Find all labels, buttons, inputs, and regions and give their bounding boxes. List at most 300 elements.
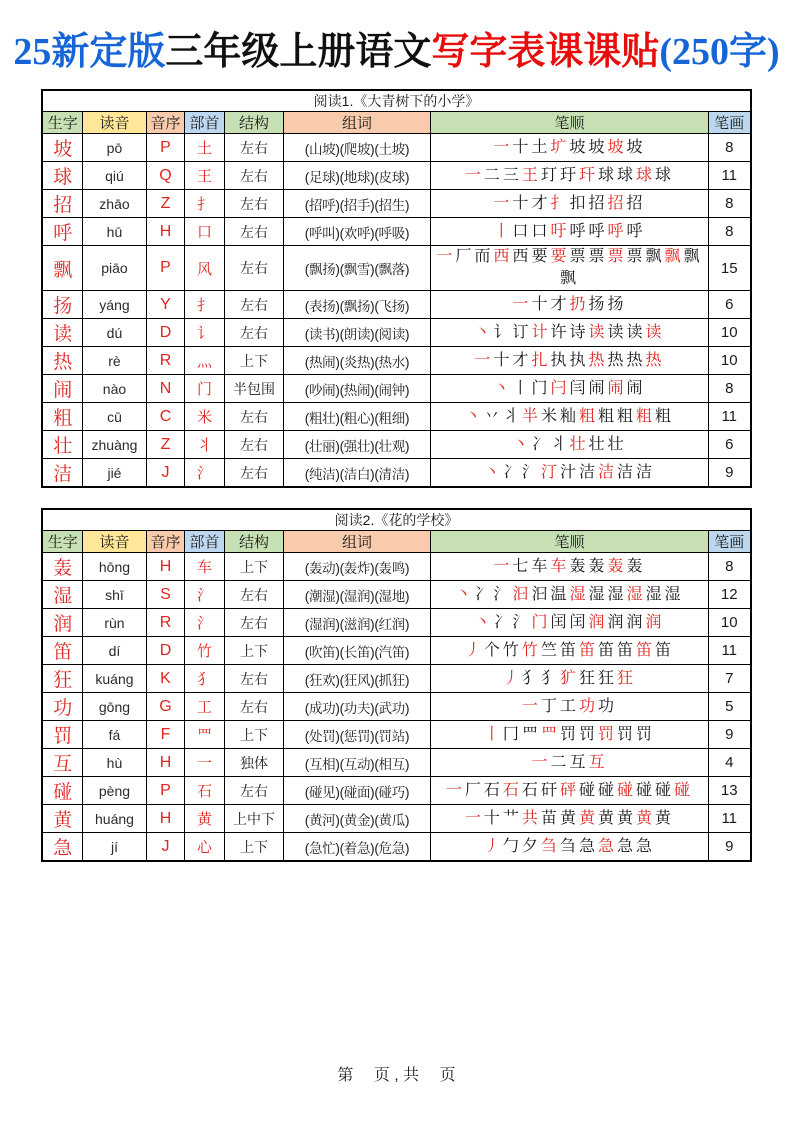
char-cell: 洁 (42, 459, 82, 488)
radical-cell: 米 (184, 403, 224, 431)
radical-cell: 口 (184, 218, 224, 246)
strokes-cell (430, 693, 708, 721)
initial-cell: K (146, 665, 184, 693)
stroke-count-cell: 10 (708, 347, 750, 375)
stroke-step-glyph: 一 (493, 138, 513, 156)
pinyin-cell: shī (82, 581, 146, 609)
initial-cell: H (146, 553, 184, 581)
initial-cell: P (146, 777, 184, 805)
stroke-step-glyph: 闫 (569, 379, 589, 397)
stroke-step-glyph: 丿 (464, 641, 484, 659)
stroke-step-glyph: 湿 (645, 585, 665, 603)
stroke-step-glyph: 笛 (597, 641, 617, 659)
initial-cell: N (146, 375, 184, 403)
stroke-step-glyph: 汩 (531, 585, 551, 603)
stroke-step-glyph: 狂 (578, 669, 598, 687)
column-header-4: 结构 (224, 112, 283, 134)
structure-cell: 左右 (224, 291, 283, 319)
stroke-step-glyph: 门 (531, 379, 551, 397)
stroke-step-glyph: 冫 (502, 463, 522, 481)
stroke-step-glyph: 丿 (483, 837, 503, 855)
stroke-step-glyph: 十 (493, 351, 513, 369)
stroke-step-glyph: 笛 (636, 641, 656, 659)
stroke-step-glyph: 车 (531, 557, 551, 575)
stroke-step-glyph: 十 (512, 194, 532, 212)
stroke-count-cell: 15 (708, 246, 750, 291)
initial-cell: D (146, 637, 184, 665)
pinyin-cell: gōng (82, 693, 146, 721)
stroke-step-glyph: 碰 (636, 781, 656, 799)
table-row (42, 459, 750, 488)
radical-cell: 竹 (184, 637, 224, 665)
stroke-step-glyph: 闰 (550, 613, 570, 631)
stroke-step-glyph: 互 (588, 753, 608, 771)
radical-cell: 门 (184, 375, 224, 403)
stroke-step-glyph: 洁 (597, 463, 617, 481)
stroke-step-glyph: 轰 (588, 557, 608, 575)
char-cell: 功 (42, 693, 82, 721)
stroke-count-cell: 11 (708, 805, 750, 833)
stroke-step-glyph: 黄 (578, 809, 598, 827)
stroke-step-glyph: 急 (597, 837, 617, 855)
initial-cell: S (146, 581, 184, 609)
stroke-step-glyph: 共 (521, 809, 541, 827)
stroke-count-cell: 9 (708, 833, 750, 862)
words-cell: (轰动)(轰炸)(轰鸣) (283, 553, 430, 581)
stroke-step-glyph: 功 (578, 697, 598, 715)
stroke-step-glyph: 洁 (636, 463, 656, 481)
stroke-step-glyph: 石 (521, 781, 541, 799)
words-cell: (山坡)(爬坡)(土坡) (283, 134, 430, 162)
table-header-row (42, 112, 750, 134)
radical-cell: 罒 (184, 721, 224, 749)
initial-cell: P (146, 134, 184, 162)
stroke-step-glyph: 招 (626, 194, 646, 212)
stroke-step-glyph: 才 (550, 295, 570, 313)
radical-cell: 风 (184, 246, 224, 291)
stroke-step-glyph: 订 (512, 323, 532, 341)
character-table-2 (41, 508, 751, 862)
radical-cell: 黄 (184, 805, 224, 833)
stroke-step-glyph: 苗 (540, 809, 560, 827)
stroke-step-glyph: 轰 (607, 557, 627, 575)
stroke-step-glyph: 氵 (493, 585, 513, 603)
stroke-step-glyph: 闰 (569, 613, 589, 631)
strokes-cell (430, 375, 708, 403)
stroke-step-glyph: 丨 (512, 379, 532, 397)
stroke-step-glyph: 王 (521, 166, 541, 184)
title-count: (250字) (659, 31, 780, 73)
strokes-cell (430, 805, 708, 833)
stroke-step-glyph: 热 (626, 351, 646, 369)
stroke-step-glyph: 壮 (569, 435, 589, 453)
char-cell: 闹 (42, 375, 82, 403)
stroke-step-glyph: 丨 (483, 725, 503, 743)
stroke-step-glyph: 个 (483, 641, 503, 659)
stroke-step-glyph: 汀 (540, 463, 560, 481)
structure-cell: 左右 (224, 777, 283, 805)
column-header-4: 结构 (224, 531, 283, 553)
stroke-step-glyph: 呼 (588, 222, 608, 240)
structure-cell: 左右 (224, 403, 283, 431)
structure-cell: 上中下 (224, 805, 283, 833)
stroke-step-glyph: 碰 (578, 781, 598, 799)
strokes-cell (430, 134, 708, 162)
stroke-step-glyph: 罚 (617, 725, 637, 743)
pinyin-cell: dí (82, 637, 146, 665)
stroke-step-glyph: 扣 (569, 194, 589, 212)
stroke-step-glyph: 竺 (540, 641, 560, 659)
stroke-count-cell: 12 (708, 581, 750, 609)
stroke-step-glyph: 丿 (502, 669, 522, 687)
stroke-step-glyph: 计 (531, 323, 551, 341)
pinyin-cell: cū (82, 403, 146, 431)
stroke-count-cell: 8 (708, 190, 750, 218)
stroke-step-glyph: 票 (569, 248, 589, 265)
stroke-step-glyph: 丶 (474, 323, 494, 341)
stroke-step-glyph: 呼 (626, 222, 646, 240)
stroke-step-glyph: 壮 (607, 435, 627, 453)
structure-cell: 上下 (224, 833, 283, 862)
words-cell: (壮丽)(强壮)(壮观) (283, 431, 430, 459)
stroke-step-glyph: 坡 (588, 138, 608, 156)
words-cell: (足球)(地球)(皮球) (283, 162, 430, 190)
strokes-cell (430, 833, 708, 862)
structure-cell: 左右 (224, 459, 283, 488)
stroke-step-glyph: 票 (626, 248, 646, 265)
pinyin-cell: yáng (82, 291, 146, 319)
stroke-step-glyph: 石 (502, 781, 522, 799)
structure-cell: 左右 (224, 162, 283, 190)
stroke-step-glyph: 犷 (559, 669, 579, 687)
char-cell: 粗 (42, 403, 82, 431)
stroke-step-glyph: 诗 (569, 323, 589, 341)
char-cell: 壮 (42, 431, 82, 459)
stroke-step-glyph: 玕 (578, 166, 598, 184)
pinyin-cell: kuáng (82, 665, 146, 693)
stroke-step-glyph: 十 (512, 138, 532, 156)
words-cell: (碰见)(碰面)(碰巧) (283, 777, 430, 805)
stroke-step-glyph: 执 (569, 351, 589, 369)
initial-cell: Z (146, 190, 184, 218)
stroke-step-glyph: 互 (569, 753, 589, 771)
char-cell: 湿 (42, 581, 82, 609)
stroke-step-glyph: 要 (550, 248, 570, 265)
stroke-step-glyph: 冫 (474, 585, 494, 603)
stroke-step-glyph: 呼 (569, 222, 589, 240)
radical-cell: 氵 (184, 459, 224, 488)
column-header-1: 读音 (82, 112, 146, 134)
column-header-2: 音序 (146, 112, 184, 134)
stroke-step-glyph: 丷 (483, 407, 503, 425)
pinyin-cell: zhuàng (82, 431, 146, 459)
page-title (0, 20, 793, 75)
stroke-step-glyph: 碰 (674, 781, 694, 799)
char-cell: 读 (42, 319, 82, 347)
table-row (42, 403, 750, 431)
stroke-step-glyph: 丬 (550, 435, 570, 453)
char-cell: 狂 (42, 665, 82, 693)
words-cell: (急忙)(着急)(危急) (283, 833, 430, 862)
stroke-count-cell: 10 (708, 319, 750, 347)
structure-cell: 左右 (224, 190, 283, 218)
stroke-step-glyph: 轰 (569, 557, 589, 575)
stroke-step-glyph: 罒 (521, 725, 541, 743)
strokes-cell (430, 637, 708, 665)
structure-cell: 左右 (224, 693, 283, 721)
table-row (42, 581, 750, 609)
stroke-step-glyph: 飘 (683, 248, 703, 265)
stroke-step-glyph: 要 (531, 248, 551, 265)
stroke-count-cell: 7 (708, 665, 750, 693)
pinyin-cell: rè (82, 347, 146, 375)
radical-cell: 石 (184, 777, 224, 805)
table-row (42, 665, 750, 693)
stroke-count-cell: 8 (708, 134, 750, 162)
table-row (42, 162, 750, 190)
stroke-step-glyph: 勹 (502, 837, 522, 855)
stroke-step-glyph: 扌 (550, 194, 570, 212)
stroke-step-glyph: 热 (607, 351, 627, 369)
strokes-cell (430, 218, 708, 246)
pinyin-cell: pèng (82, 777, 146, 805)
table-row (42, 749, 750, 777)
stroke-step-glyph: 丬 (502, 407, 522, 425)
stroke-step-glyph: 夕 (521, 837, 541, 855)
structure-cell: 左右 (224, 134, 283, 162)
stroke-step-glyph: 扬 (607, 295, 627, 313)
initial-cell: R (146, 347, 184, 375)
structure-cell: 上下 (224, 637, 283, 665)
table-caption: 阅读1.《大青树下的小学》 (42, 90, 750, 112)
stroke-step-glyph: 粗 (597, 407, 617, 425)
structure-cell: 上下 (224, 347, 283, 375)
strokes-cell (430, 319, 708, 347)
stroke-step-glyph: 笛 (559, 641, 579, 659)
words-cell: (成功)(功夫)(武功) (283, 693, 430, 721)
words-cell: (粗壮)(粗心)(粗细) (283, 403, 430, 431)
stroke-step-glyph: 湿 (607, 585, 627, 603)
stroke-step-glyph: 轰 (626, 557, 646, 575)
pinyin-cell: jié (82, 459, 146, 488)
column-header-3: 部首 (184, 531, 224, 553)
stroke-step-glyph: 执 (550, 351, 570, 369)
stroke-count-cell: 10 (708, 609, 750, 637)
stroke-step-glyph: 籼 (559, 407, 579, 425)
table-row (42, 347, 750, 375)
stroke-step-glyph: 冫 (493, 613, 513, 631)
table-row (42, 553, 750, 581)
strokes-cell (430, 291, 708, 319)
words-cell: (读书)(朗读)(阅读) (283, 319, 430, 347)
stroke-step-glyph: 黄 (597, 809, 617, 827)
stroke-step-glyph: 一 (521, 697, 541, 715)
char-cell: 润 (42, 609, 82, 637)
stroke-step-glyph: 读 (607, 323, 627, 341)
column-header-5: 组词 (283, 112, 430, 134)
stroke-step-glyph: 二 (550, 753, 570, 771)
stroke-step-glyph: 一 (445, 781, 465, 799)
column-header-6: 笔顺 (430, 112, 708, 134)
stroke-step-glyph: 票 (607, 248, 627, 265)
char-cell: 球 (42, 162, 82, 190)
char-cell: 黄 (42, 805, 82, 833)
initial-cell: R (146, 609, 184, 637)
stroke-step-glyph: 土 (531, 138, 551, 156)
table-row (42, 375, 750, 403)
stroke-step-glyph: 吁 (550, 222, 570, 240)
title-subject: 写字表课课贴 (431, 31, 660, 73)
structure-cell: 左右 (224, 581, 283, 609)
stroke-step-glyph: 润 (626, 613, 646, 631)
char-cell: 扬 (42, 291, 82, 319)
stroke-step-glyph: 急 (617, 837, 637, 855)
radical-cell: 心 (184, 833, 224, 862)
strokes-cell (430, 665, 708, 693)
stroke-step-glyph: 急 (636, 837, 656, 855)
strokes-cell (430, 721, 708, 749)
stroke-step-glyph: 砰 (559, 781, 579, 799)
stroke-step-glyph: 黄 (655, 809, 675, 827)
structure-cell: 左右 (224, 319, 283, 347)
stroke-step-glyph: 扬 (588, 295, 608, 313)
words-cell: (招呼)(招手)(招生) (283, 190, 430, 218)
stroke-step-glyph: 矸 (540, 781, 560, 799)
stroke-step-glyph: 一 (464, 809, 484, 827)
char-cell: 坡 (42, 134, 82, 162)
stroke-step-glyph: 一 (493, 194, 513, 212)
stroke-step-glyph: 坡 (607, 138, 627, 156)
stroke-count-cell: 11 (708, 637, 750, 665)
stroke-count-cell: 8 (708, 553, 750, 581)
stroke-step-glyph: 罚 (597, 725, 617, 743)
structure-cell: 左右 (224, 431, 283, 459)
strokes-cell (430, 553, 708, 581)
stroke-step-glyph: 半 (521, 407, 541, 425)
strokes-cell (430, 459, 708, 488)
initial-cell: J (146, 459, 184, 488)
stroke-step-glyph: 竹 (502, 641, 522, 659)
stroke-step-glyph: 球 (655, 166, 675, 184)
stroke-step-glyph: 热 (588, 351, 608, 369)
stroke-step-glyph: 厂 (464, 781, 484, 799)
words-cell: (黄河)(黄金)(黄瓜) (283, 805, 430, 833)
stroke-step-glyph: 扎 (531, 351, 551, 369)
stroke-step-glyph: 碰 (655, 781, 675, 799)
initial-cell: H (146, 218, 184, 246)
stroke-count-cell: 13 (708, 777, 750, 805)
table-row (42, 721, 750, 749)
stroke-step-glyph: 十 (483, 809, 503, 827)
char-cell: 飘 (42, 246, 82, 291)
table-caption: 阅读2.《花的学校》 (42, 509, 750, 531)
stroke-step-glyph: 罚 (636, 725, 656, 743)
strokes-cell (430, 246, 708, 291)
column-header-7: 笔画 (708, 531, 750, 553)
table-row (42, 319, 750, 347)
stroke-step-glyph: 洁 (617, 463, 637, 481)
stroke-step-glyph: 润 (607, 613, 627, 631)
stroke-step-glyph: 门 (531, 613, 551, 631)
stroke-step-glyph: 而 (474, 248, 494, 265)
stroke-step-glyph: 氵 (521, 463, 541, 481)
character-table-1 (41, 89, 751, 488)
table-header-row (42, 531, 750, 553)
stroke-count-cell: 6 (708, 291, 750, 319)
stroke-step-glyph: 狂 (617, 669, 637, 687)
initial-cell: Z (146, 431, 184, 459)
stroke-step-glyph: 闩 (550, 379, 570, 397)
table-row (42, 431, 750, 459)
structure-cell: 左右 (224, 609, 283, 637)
pinyin-cell: rùn (82, 609, 146, 637)
column-header-0: 生字 (42, 112, 82, 134)
initial-cell: G (146, 693, 184, 721)
pinyin-cell: dú (82, 319, 146, 347)
stroke-step-glyph: 坡 (569, 138, 589, 156)
strokes-cell (430, 162, 708, 190)
radical-cell: 氵 (184, 581, 224, 609)
stroke-step-glyph: 西 (493, 248, 513, 265)
stroke-step-glyph: 读 (645, 323, 665, 341)
char-cell: 碰 (42, 777, 82, 805)
stroke-step-glyph: 玎 (540, 166, 560, 184)
stroke-step-glyph: 湿 (588, 585, 608, 603)
words-cell: (表扬)(飘扬)(飞扬) (283, 291, 430, 319)
stroke-count-cell: 11 (708, 162, 750, 190)
stroke-step-glyph: 艹 (502, 809, 522, 827)
words-cell: (湿润)(滋润)(红润) (283, 609, 430, 637)
stroke-step-glyph: 呼 (607, 222, 627, 240)
pinyin-cell: qiú (82, 162, 146, 190)
stroke-step-glyph: 犭 (521, 669, 541, 687)
structure-cell: 独体 (224, 749, 283, 777)
stroke-step-glyph: 坡 (626, 138, 646, 156)
stroke-step-glyph: 犭 (540, 669, 560, 687)
initial-cell: Y (146, 291, 184, 319)
radical-cell: 一 (184, 749, 224, 777)
initial-cell: Q (146, 162, 184, 190)
strokes-cell (430, 431, 708, 459)
structure-cell: 半包围 (224, 375, 283, 403)
pinyin-cell: nào (82, 375, 146, 403)
stroke-step-glyph: 壮 (588, 435, 608, 453)
words-cell: (吹笛)(长笛)(汽笛) (283, 637, 430, 665)
initial-cell: P (146, 246, 184, 291)
pinyin-cell: zhāo (82, 190, 146, 218)
pinyin-cell: hōng (82, 553, 146, 581)
initial-cell: D (146, 319, 184, 347)
pinyin-cell: jí (82, 833, 146, 862)
pinyin-cell: hù (82, 749, 146, 777)
stroke-step-glyph: 笛 (578, 641, 598, 659)
table-row (42, 246, 750, 291)
radical-cell: 土 (184, 134, 224, 162)
stroke-step-glyph: 飘 (664, 248, 684, 265)
stroke-count-cell: 8 (708, 218, 750, 246)
column-header-5: 组词 (283, 531, 430, 553)
stroke-step-glyph: 湿 (664, 585, 684, 603)
stroke-count-cell: 11 (708, 403, 750, 431)
initial-cell: H (146, 805, 184, 833)
stroke-step-glyph: 才 (531, 194, 551, 212)
stroke-step-glyph: 票 (588, 248, 608, 265)
table-row (42, 833, 750, 862)
stroke-step-glyph: 丶 (464, 407, 484, 425)
initial-cell: H (146, 749, 184, 777)
pinyin-cell: fá (82, 721, 146, 749)
radical-cell: 车 (184, 553, 224, 581)
